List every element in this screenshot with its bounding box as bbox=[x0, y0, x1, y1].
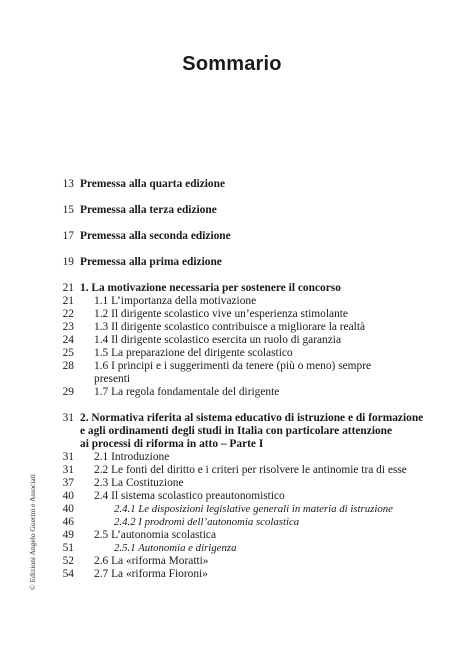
page-number: 46 bbox=[62, 516, 74, 528]
entry-title: 2.4.1 Le disposizioni legislative generali in materia di istruzione bbox=[114, 503, 393, 515]
entry-title: 2.3 La Costituzione bbox=[94, 477, 184, 489]
page-number: 17 bbox=[62, 230, 74, 242]
page-number: 13 bbox=[62, 178, 74, 190]
page-number: 31 bbox=[62, 464, 74, 476]
entry-title: Premessa alla quarta edizione bbox=[80, 178, 226, 190]
entry-title-continuation: ai processi di riforma in atto – Parte I bbox=[80, 438, 264, 450]
copyright-note: © Edizioni Angelo Guerini e Associati bbox=[28, 474, 37, 590]
entry-title: Premessa alla prima edizione bbox=[80, 256, 222, 268]
page-number: 52 bbox=[62, 555, 74, 567]
entry-title: 1. La motivazione necessaria per sostenere il concorso bbox=[80, 282, 341, 294]
page-number: 24 bbox=[62, 334, 74, 346]
entry-title: 2.5.1 Autonomia e dirigenza bbox=[114, 542, 237, 554]
entry-title: 1.2 Il dirigente scolastico vive un’esperienza stimolante bbox=[94, 308, 348, 320]
page-number: 29 bbox=[62, 386, 74, 398]
page-number: 19 bbox=[62, 256, 74, 268]
entry-title: 1.6 I principi e i suggerimenti da tenere (più o meno) sempre bbox=[94, 360, 372, 372]
page-number: 31 bbox=[62, 412, 74, 424]
page-number: 49 bbox=[62, 529, 74, 541]
entry-title: 1.3 Il dirigente scolastico contribuisce a migliorare la realtà bbox=[94, 321, 366, 333]
entry-title: 2.4.2 I prodromi dell’autonomia scolastica bbox=[114, 516, 300, 528]
page-number: 15 bbox=[62, 204, 74, 216]
page-number: 22 bbox=[62, 308, 74, 320]
entry-title-continuation: presenti bbox=[94, 373, 131, 385]
entry-title-continuation: e agli ordinamenti degli studi in Italia con particolare attenzione bbox=[80, 425, 393, 437]
page-number: 31 bbox=[62, 451, 74, 463]
entry-title: 2.5 L’autonomia scolastica bbox=[94, 529, 216, 541]
entry-title: 2.4 Il sistema scolastico preautonomistico bbox=[94, 490, 285, 502]
entry-title: 2.1 Introduzione bbox=[94, 451, 170, 463]
entry-title: 2.6 La «riforma Moratti» bbox=[94, 555, 209, 567]
page-number: 54 bbox=[62, 568, 74, 580]
entry-title: 1.5 La preparazione del dirigente scolastico bbox=[94, 347, 293, 359]
page-number: 28 bbox=[62, 360, 74, 372]
entry-title: 2.2 Le fonti del diritto e i criteri per risolvere le antinomie tra di esse bbox=[94, 464, 407, 476]
page-number: 25 bbox=[62, 347, 74, 359]
entry-title: 1.7 La regola fondamentale del dirigente bbox=[94, 386, 280, 398]
page-title: Sommario bbox=[182, 53, 282, 75]
page-number: 21 bbox=[62, 295, 74, 307]
entry-title: Premessa alla terza edizione bbox=[80, 204, 217, 216]
entry-title: 2. Normativa riferita al sistema educativo di istruzione e di formazione bbox=[80, 412, 424, 424]
page-number: 21 bbox=[62, 282, 74, 294]
entry-title: 1.4 Il dirigente scolastico esercita un ruolo di garanzia bbox=[94, 334, 342, 346]
page-number: 40 bbox=[62, 503, 74, 515]
page-number: 51 bbox=[62, 542, 74, 554]
page-number: 37 bbox=[62, 477, 74, 489]
page-number: 40 bbox=[62, 490, 74, 502]
entry-title: Premessa alla seconda edizione bbox=[80, 230, 231, 242]
page-number: 23 bbox=[62, 321, 74, 333]
entry-title: 2.7 La «riforma Fioroni» bbox=[94, 568, 208, 580]
entry-title: 1.1 L’importanza della motivazione bbox=[94, 295, 257, 307]
